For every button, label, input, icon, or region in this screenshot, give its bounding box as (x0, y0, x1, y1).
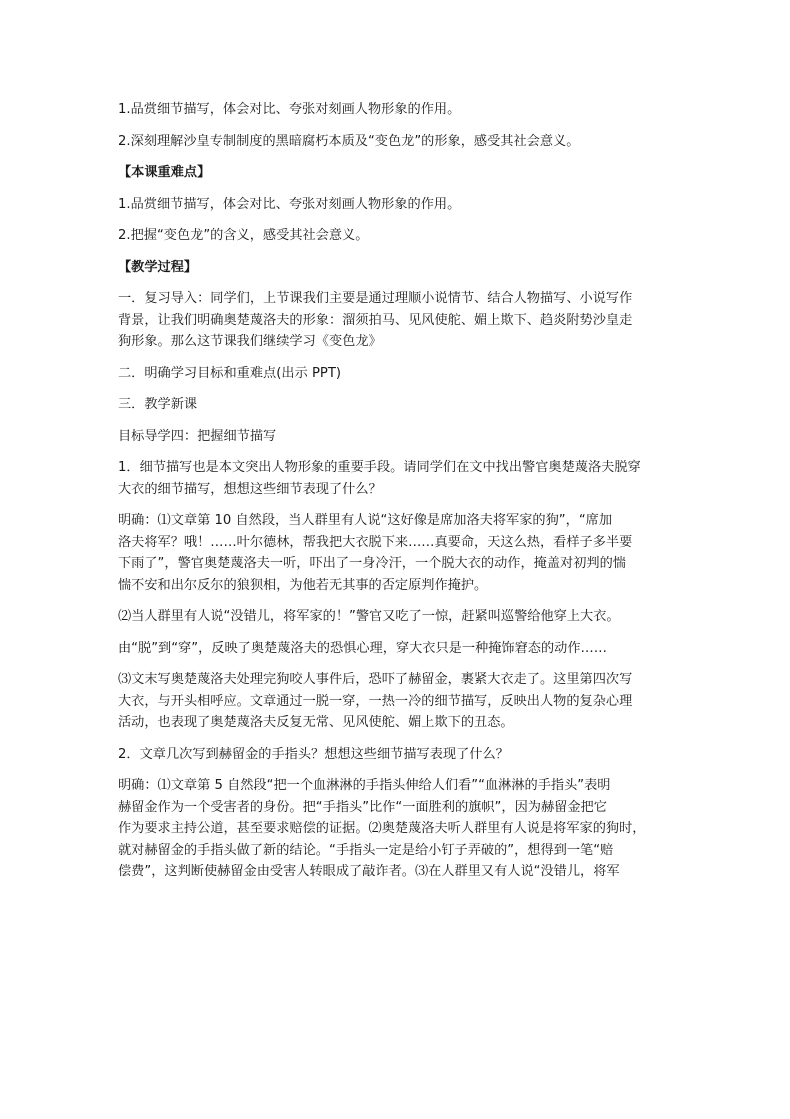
text-line: 大衣，与开头相呼应。文章通过一脱一穿，一热一冷的细节描写，反映出人物的复杂心理 (118, 693, 633, 709)
text-line: 背景，让我们明确奥楚蔑洛夫的形象：溜须拍马、见风使舵、媚上欺下、趋炎附势沙皇走 (118, 312, 633, 328)
text-line: 活动，也表现了奥楚蔑洛夫反复无常、见风使舵、媚上欺下的丑态。 (118, 715, 514, 730)
text-line: 就对赫留金的手指头做了新的结论。“手指头一定是给小钉子弄破的”，想得到一笔“赔 (118, 842, 614, 858)
text-line: ⑶文末写奥楚蔑洛夫处理完狗咬人事件后，恐吓了赫留金，裹紧大衣走了。这里第四次写 (118, 672, 633, 687)
text-line: ⑵当人群里有人说“没错儿，将军家的！”警官又吃了一惊，赶紧叫巡警给他穿上大衣。 (118, 609, 620, 624)
text-line: 1.品赏细节描写，体会对比、夸张对刻画人物形象的作用。 (118, 102, 461, 117)
text-line: 赫留金作为一个受害者的身份。把“手指头”比作“一面胜利的旗帜”，因为赫留金把它 (118, 799, 607, 815)
text-line: 1．细节描写也是本文突出人物形象的重要手段。请同学们在文中找出警官奥楚蔑洛夫脱穿 (118, 460, 641, 475)
document-body (118, 101, 678, 895)
text-line: 二．明确学习目标和重难点(出示 PPT) (118, 365, 342, 381)
text-line: 偿费”，这判断使赫留金由受害人转眼成了敲诈者。⑶在人群里又有人说“没错儿，将军 (118, 864, 620, 879)
text-line: 下雨了”，警官奥楚蔑洛夫一听，吓出了一身冷汗，一个脱大衣的动作，掩盖对初判的惴 (118, 556, 626, 571)
text-line: 由“脱”到“穿”，反映了奥楚蔑洛夫的恐惧心理，穿大衣只是一种掩饰窘态的动作…… (118, 640, 607, 656)
text-line: 狗形象。那么这节课我们继续学习《变色龙》 (118, 334, 382, 349)
text-line: 2.深刻理解沙皇专制制度的黑暗腐朽本质及“变色龙”的形象，感受其社会意义。 (118, 133, 580, 149)
text-line: 作为要求主持公道，甚至要求赔偿的证据。⑵奥楚蔑洛夫听人群里有人说是将军家的狗时， (118, 821, 646, 836)
text-line: 洛夫将军？哦！……叶尔德林，帮我把大衣脱下来……真要命，天这么热，看样子多半要 (118, 534, 633, 550)
text-line: 明确：⑴文章第 5 自然段“把一个血淋淋的手指头伸给人们看”“血淋淋的手指头”表明 (118, 778, 611, 793)
text-line: 目标导学四：把握细节描写 (118, 428, 277, 444)
text-line: 1.品赏细节描写，体会对比、夸张对刻画人物形象的作用。 (118, 196, 461, 212)
text-line: 2．文章几次写到赫留金的手指头？想想这些细节描写表现了什么？ (118, 746, 509, 762)
section-heading: 【本课重难点】 (118, 165, 211, 180)
text-line: 惴不安和出尔反尔的狼狈相，为他若无其事的否定原判作掩护。 (118, 577, 488, 593)
text-line: 2.把握“变色龙”的含义，感受其社会意义。 (118, 228, 369, 243)
text-line: 一．复习导入：同学们，上节课我们主要是通过理顺小说情节、结合人物描写、小说写作 (118, 291, 633, 306)
text-line: 明确：⑴文章第 10 自然段，当人群里有人说“这好像是席加洛夫将军家的狗”，“席加 (118, 513, 613, 528)
section-heading: 【教学过程】 (118, 259, 198, 275)
text-line: 大衣的细节描写，想想这些细节表现了什么？ (118, 481, 382, 497)
text-line: 三．教学新课 (118, 397, 198, 412)
